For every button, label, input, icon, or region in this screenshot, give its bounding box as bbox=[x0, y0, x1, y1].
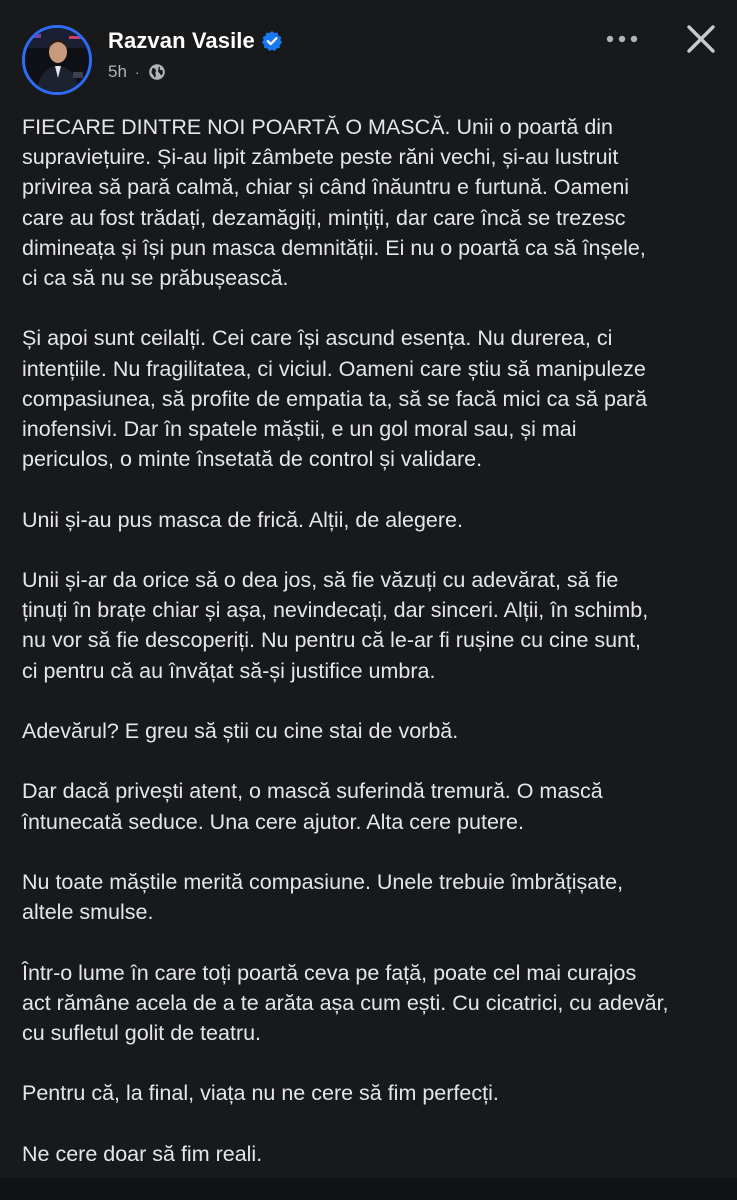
close-button[interactable] bbox=[678, 18, 724, 60]
post-paragraph: Dar dacă privești atent, o mască suferindă tremură. O mască întunecată seduce. Una cere ajutor. Alta cere putere. bbox=[22, 779, 603, 834]
avatar-image bbox=[25, 28, 89, 92]
bottom-edge bbox=[0, 1178, 737, 1200]
post-paragraph: Nu toate măștile merită compasiune. Unele trebuie îmbrățișate, altele smulse. bbox=[22, 869, 624, 925]
post-paragraph: Unii și-ar da orice să o dea jos, să fie văzuți cu adevărat, să fie ținuți în brațe chiar și așa, nevindecați, dar sinceri. Alții, în schimb, nu vor să fie descoperiți. Nu pentru că le-ar fi rușine cu cine sunt, ci pentru că au învățat să-și justifice umbra. bbox=[22, 568, 649, 683]
meta-separator: · bbox=[134, 64, 140, 80]
post-paragraph: FIECARE DINTRE NOI POARTĂ O MASCĂ. Unii o poartă din supraviețuire. Și-au lipit zâmbete peste răni vechi, și-au lustruit privirea să pară calmă, chiar și când înăuntru e furtună. Oameni care au fost trădați, dezamăgiți, mințiți, dar care încă se trezesc dimineața și își pun masca demnității. Ei nu o poartă ca să înșele, ci ca să nu se prăbușească. bbox=[22, 115, 646, 291]
post-meta bbox=[108, 62, 166, 82]
verified-badge-icon bbox=[261, 30, 283, 52]
post-paragraph: Unii și-au pus masca de frică. Alții, de alegere. bbox=[22, 507, 463, 532]
more-options-button[interactable] bbox=[600, 22, 644, 56]
post-header bbox=[0, 0, 737, 100]
post-paragraph: Și apoi sunt ceilalți. Cei care își ascund esența. Nu durerea, ci intențiile. Nu fragilitatea, ci viciul. Oameni care știu să manipuleze compasiunea, să profite de empatia ta, să se facă mici ca să pară inofensivi. Dar în spatele măștii, e un gol moral sau, și mai periculos, o minte însetată de control și validare. bbox=[22, 326, 648, 472]
author-row bbox=[108, 28, 283, 54]
post-paragraph: Într-o lume în care toți poartă ceva pe față, poate cel mai curajos act rămâne acela de a te arăta așa cum ești. Cu cicatrici, cu adevăr, cu sufletul golit de teatru. bbox=[22, 960, 669, 1045]
post-paragraph: Adevărul? E greu să știi cu cine stai de vorbă. bbox=[22, 719, 459, 743]
globe-icon[interactable] bbox=[148, 63, 166, 81]
close-icon bbox=[685, 23, 717, 55]
avatar[interactable] bbox=[22, 25, 92, 95]
post-paragraph: Ne cere doar să fim reali. bbox=[22, 1141, 263, 1166]
post-timestamp[interactable]: 5h bbox=[108, 62, 127, 81]
more-horizontal-icon bbox=[604, 34, 640, 44]
post-paragraph: Pentru că, la final, viața nu ne cere să fim perfecți. bbox=[22, 1081, 499, 1106]
author-name[interactable]: Razvan Vasile bbox=[108, 28, 255, 53]
post-body bbox=[22, 112, 722, 1169]
